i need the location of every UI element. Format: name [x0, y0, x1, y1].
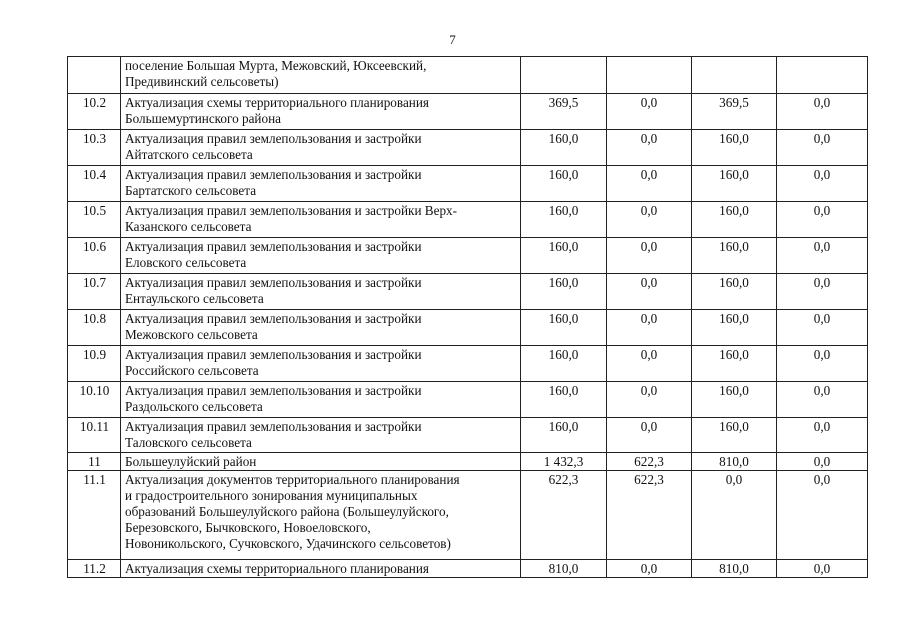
- description-line: Бартатского сельсовета: [125, 183, 257, 198]
- table-row: [68, 274, 868, 310]
- row-number: 10.10: [68, 382, 121, 418]
- value-col-4: 0,0: [777, 274, 868, 310]
- row-description: [121, 453, 521, 471]
- description-line: Новоникольского, Сучковского, Удачинского сельсоветов): [125, 536, 451, 551]
- value-col-2: 622,3: [607, 453, 692, 471]
- value-col-3: 160,0: [692, 274, 777, 310]
- value-col-3: 369,5: [692, 94, 777, 130]
- description-line: Раздольского сельсовета: [125, 399, 263, 414]
- value-col-1: 810,0: [521, 560, 607, 578]
- table-row: [68, 560, 868, 578]
- value-col-4: [777, 57, 868, 94]
- row-description: [121, 166, 521, 202]
- table-row: [68, 57, 868, 94]
- value-col-3: 160,0: [692, 130, 777, 166]
- description-line: Еловского сельсовета: [125, 255, 247, 270]
- value-col-3: [692, 57, 777, 94]
- row-number: [68, 57, 121, 94]
- value-col-1: 160,0: [521, 130, 607, 166]
- table-row: [68, 166, 868, 202]
- row-number: 10.9: [68, 346, 121, 382]
- value-col-4: 0,0: [777, 238, 868, 274]
- row-number: 10.8: [68, 310, 121, 346]
- value-col-2: 0,0: [607, 310, 692, 346]
- value-col-3: 160,0: [692, 238, 777, 274]
- value-col-4: 0,0: [777, 130, 868, 166]
- value-col-3: 0,0: [692, 471, 777, 560]
- description-line: Ентаульского сельсовета: [125, 291, 264, 306]
- value-col-1: [521, 57, 607, 94]
- value-col-3: 810,0: [692, 453, 777, 471]
- row-description: [121, 130, 521, 166]
- value-col-3: 160,0: [692, 166, 777, 202]
- row-description: [121, 382, 521, 418]
- value-col-3: 160,0: [692, 382, 777, 418]
- table-row: [68, 471, 868, 560]
- value-col-2: 0,0: [607, 166, 692, 202]
- table-row: [68, 94, 868, 130]
- value-col-2: [607, 57, 692, 94]
- value-col-2: 0,0: [607, 382, 692, 418]
- row-description: [121, 202, 521, 238]
- value-col-2: 0,0: [607, 418, 692, 453]
- description-line: Актуализация правил землепользования и застройки: [125, 419, 422, 434]
- description-line: Березовского, Бычковского, Новоеловского,: [125, 520, 371, 535]
- value-col-4: 0,0: [777, 471, 868, 560]
- description-line: Актуализация правил землепользования и застройки Верх-: [125, 203, 458, 218]
- row-number: 10.3: [68, 130, 121, 166]
- value-col-2: 0,0: [607, 130, 692, 166]
- row-number: 11.1: [68, 471, 121, 560]
- description-line: Актуализация схемы территориального планирования: [125, 561, 429, 576]
- description-line: и градостроительного зонирования муниципальных: [125, 488, 418, 503]
- description-line: Актуализация правил землепользования и застройки: [125, 167, 422, 182]
- value-col-2: 622,3: [607, 471, 692, 560]
- value-col-2: 0,0: [607, 346, 692, 382]
- description-line: Межовского сельсовета: [125, 327, 258, 342]
- value-col-2: 0,0: [607, 274, 692, 310]
- table-row: [68, 453, 868, 471]
- value-col-4: 0,0: [777, 310, 868, 346]
- description-line: Большемуртинского района: [125, 111, 281, 126]
- row-description: [121, 471, 521, 560]
- budget-table: [67, 56, 868, 578]
- value-col-1: 160,0: [521, 382, 607, 418]
- value-col-2: 0,0: [607, 560, 692, 578]
- row-number: 11.2: [68, 560, 121, 578]
- row-description: [121, 418, 521, 453]
- description-line: Актуализация схемы территориального планирования: [125, 95, 429, 110]
- value-col-4: 0,0: [777, 418, 868, 453]
- row-number: 10.2: [68, 94, 121, 130]
- description-line: Актуализация правил землепользования и застройки: [125, 275, 422, 290]
- table-row: [68, 238, 868, 274]
- description-line: Актуализация правил землепользования и застройки: [125, 131, 422, 146]
- description-line: Актуализация правил землепользования и застройки: [125, 311, 422, 326]
- row-description: [121, 274, 521, 310]
- description-line: Актуализация правил землепользования и застройки: [125, 347, 422, 362]
- value-col-1: 160,0: [521, 418, 607, 453]
- table-row: [68, 130, 868, 166]
- row-description: [121, 310, 521, 346]
- row-number: 10.11: [68, 418, 121, 453]
- row-description: [121, 346, 521, 382]
- value-col-1: 160,0: [521, 310, 607, 346]
- value-col-2: 0,0: [607, 94, 692, 130]
- row-number: 10.4: [68, 166, 121, 202]
- page-number: 7: [449, 32, 456, 47]
- description-line: Актуализация документов территориального планирования: [125, 472, 460, 487]
- row-description: [121, 94, 521, 130]
- table-body: [68, 57, 868, 578]
- value-col-4: 0,0: [777, 166, 868, 202]
- value-col-3: 810,0: [692, 560, 777, 578]
- value-col-1: 160,0: [521, 238, 607, 274]
- value-col-3: 160,0: [692, 418, 777, 453]
- row-description: [121, 560, 521, 578]
- value-col-1: 160,0: [521, 274, 607, 310]
- value-col-2: 0,0: [607, 202, 692, 238]
- value-col-4: 0,0: [777, 382, 868, 418]
- table-row: [68, 346, 868, 382]
- description-line: образований Большеулуйского района (Большеулуйского,: [125, 504, 449, 519]
- table-row: [68, 310, 868, 346]
- value-col-4: 0,0: [777, 453, 868, 471]
- value-col-2: 0,0: [607, 238, 692, 274]
- table-row: [68, 202, 868, 238]
- value-col-4: 0,0: [777, 202, 868, 238]
- description-line: Большеулуйский район: [125, 454, 257, 469]
- description-line: поселение Большая Мурта, Межовский, Юксеевский,: [125, 58, 427, 73]
- row-number: 10.6: [68, 238, 121, 274]
- row-description: [121, 238, 521, 274]
- description-line: Казанского сельсовета: [125, 219, 252, 234]
- row-number: 10.5: [68, 202, 121, 238]
- description-line: Российского сельсовета: [125, 363, 259, 378]
- row-number: 10.7: [68, 274, 121, 310]
- value-col-1: 369,5: [521, 94, 607, 130]
- value-col-3: 160,0: [692, 310, 777, 346]
- row-number: 11: [68, 453, 121, 471]
- value-col-1: 160,0: [521, 202, 607, 238]
- value-col-1: 1 432,3: [521, 453, 607, 471]
- value-col-4: 0,0: [777, 560, 868, 578]
- description-line: Таловского сельсовета: [125, 435, 252, 450]
- row-description: [121, 57, 521, 94]
- description-line: Айтатского сельсовета: [125, 147, 253, 162]
- description-line: Актуализация правил землепользования и застройки: [125, 383, 422, 398]
- table-row: [68, 418, 868, 453]
- table-row: [68, 382, 868, 418]
- description-line: Предивинский сельсоветы): [125, 74, 279, 89]
- value-col-1: 160,0: [521, 346, 607, 382]
- value-col-4: 0,0: [777, 94, 868, 130]
- value-col-3: 160,0: [692, 202, 777, 238]
- value-col-1: 622,3: [521, 471, 607, 560]
- value-col-4: 0,0: [777, 346, 868, 382]
- value-col-1: 160,0: [521, 166, 607, 202]
- value-col-3: 160,0: [692, 346, 777, 382]
- description-line: Актуализация правил землепользования и застройки: [125, 239, 422, 254]
